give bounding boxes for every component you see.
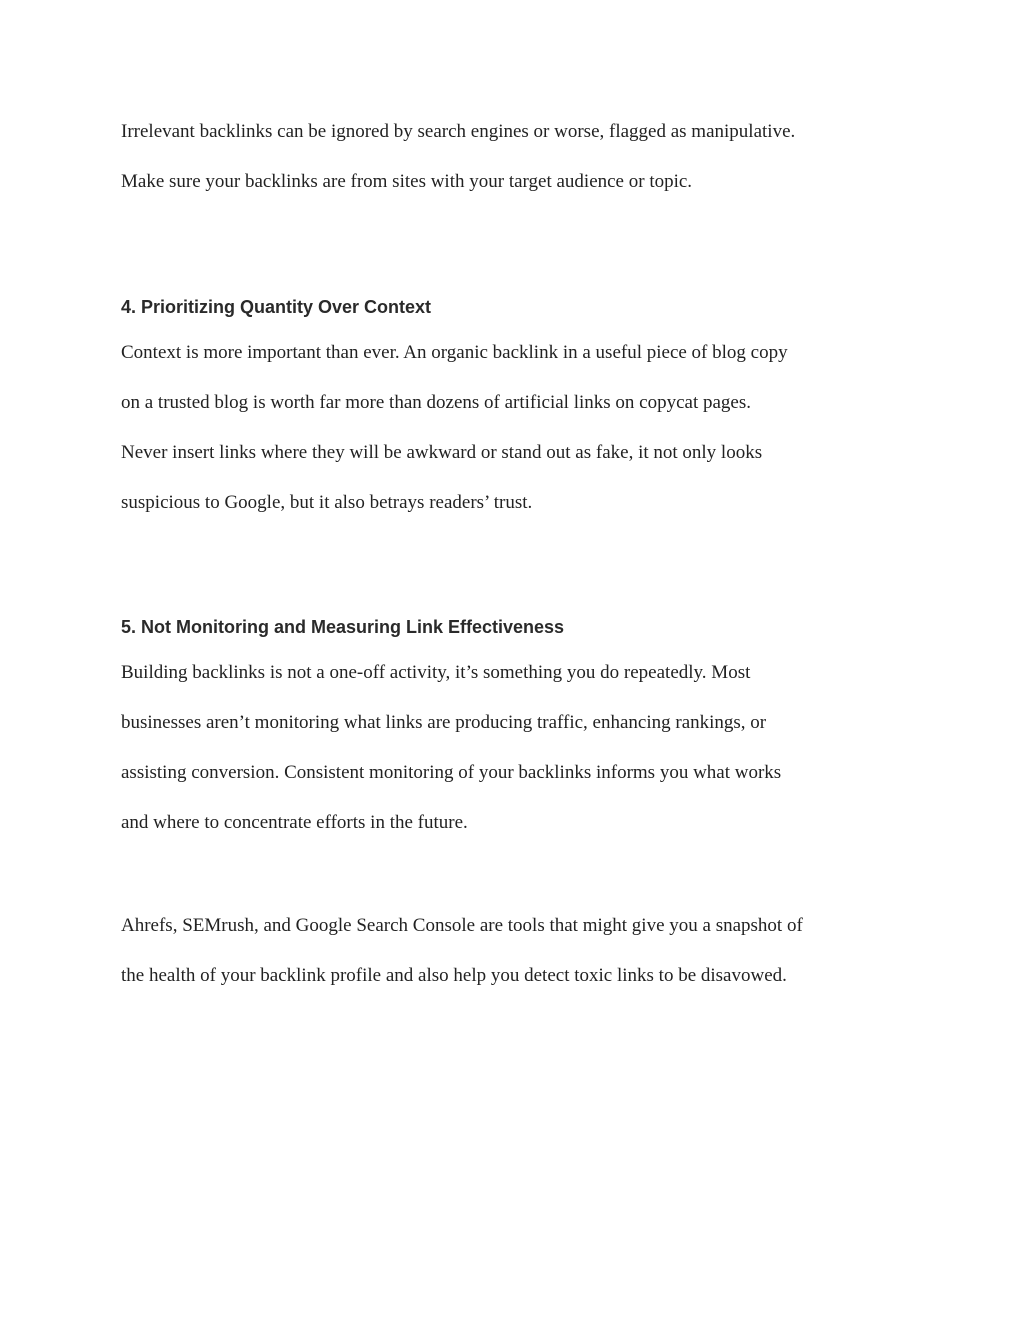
section-4-line-3: Never insert links where they will be awkward or stand out as fake, it not only looks [121,442,763,463]
section-5-heading: 5. Not Monitoring and Measuring Link Effectiveness [121,617,565,637]
intro-line-2: Make sure your backlinks are from sites with your target audience or topic. [121,171,693,192]
tools-line-2: the health of your backlink profile and also help you detect toxic links to be disavowed. [121,965,787,986]
section-5-line-4: and where to concentrate efforts in the future. [121,812,468,833]
section-4-line-2: on a trusted blog is worth far more than dozens of artificial links on copycat pages. [121,392,751,413]
section-5-line-1: Building backlinks is not a one-off activity, it’s something you do repeatedly. Most [121,662,751,683]
section-5-line-2: businesses aren’t monitoring what links are producing traffic, enhancing rankings, or [121,712,767,733]
section-4-line-1: Context is more important than ever. An organic backlink in a useful piece of blog copy [121,342,788,363]
tools-line-1: Ahrefs, SEMrush, and Google Search Console are tools that might give you a snapshot of [121,915,803,936]
section-4-heading: 4. Prioritizing Quantity Over Context [121,297,432,317]
intro-line-1: Irrelevant backlinks can be ignored by search engines or worse, flagged as manipulative. [121,121,796,142]
section-4-line-4: suspicious to Google, but it also betrays readers’ trust. [121,492,533,513]
section-5-line-3: assisting conversion. Consistent monitoring of your backlinks informs you what works [121,762,782,783]
